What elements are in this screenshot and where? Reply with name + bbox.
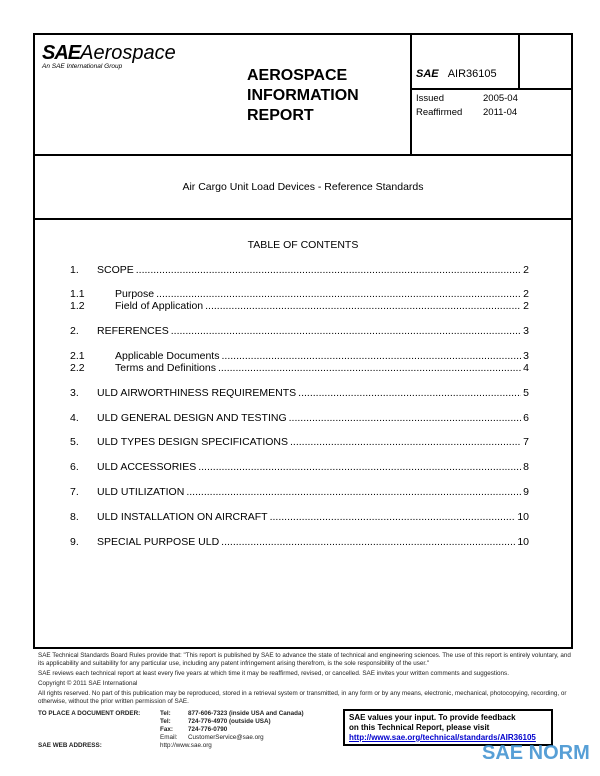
fax: 724-776-0790 xyxy=(188,726,228,733)
footer-rules: SAE Technical Standards Board Rules provide that: "This report is published by SAE to advance the state of technical and engineering sciences. The use of this report is entirely voluntary, and its applicability and suitability for any particular use, including any patent infringement arising therefrom, is the sole responsibility of the user." xyxy=(38,652,571,667)
toc-leader xyxy=(156,288,521,300)
toc-label: REFERENCES xyxy=(97,325,169,337)
toc-label: Applicable Documents xyxy=(115,350,220,362)
toc-leader xyxy=(171,325,521,337)
logo-sub: Aerospace xyxy=(80,42,176,64)
toc-number: 1.2 xyxy=(70,300,85,312)
toc-page: 6 xyxy=(523,412,529,424)
toc-leader xyxy=(218,362,521,374)
toc-page: 3 xyxy=(523,350,529,362)
tel-2: 724-776-4970 (outside USA) xyxy=(188,718,271,725)
web-address[interactable]: http://www.sae.org xyxy=(160,742,212,749)
logo-main: SAE xyxy=(42,42,81,64)
toc-number: 1. xyxy=(70,264,79,276)
toc-label: Terms and Definitions xyxy=(115,362,216,374)
toc-heading: TABLE OF CONTENTS xyxy=(247,239,359,251)
toc-number: 2.2 xyxy=(70,362,85,374)
toc-entry[interactable] xyxy=(70,300,529,313)
toc-page: 3 xyxy=(523,325,529,337)
sae-mark: SAE xyxy=(416,68,439,80)
reaffirmed-label: Reaffirmed xyxy=(416,107,463,118)
divider xyxy=(518,33,520,89)
toc-number: 8. xyxy=(70,511,79,523)
toc-label: ULD ACCESSORIES xyxy=(97,461,197,473)
divider xyxy=(33,218,573,220)
toc-leader xyxy=(198,461,521,473)
issued-date: 2005-04 xyxy=(483,93,518,104)
toc-label: ULD INSTALLATION ON AIRCRAFT xyxy=(97,511,268,523)
footer-copyright: Copyright © 2011 SAE International xyxy=(38,680,138,687)
footer xyxy=(38,652,573,706)
toc-label: ULD UTILIZATION xyxy=(97,486,185,498)
toc-number: 5. xyxy=(70,436,79,448)
fax-label: Fax: xyxy=(160,726,173,733)
toc-entry[interactable] xyxy=(70,412,529,425)
toc-label: Purpose xyxy=(115,288,155,300)
toc-page: 2 xyxy=(523,264,529,276)
toc-leader xyxy=(221,536,515,548)
tel-label: Tel: xyxy=(160,710,171,717)
toc-leader xyxy=(186,486,521,498)
toc-page: 4 xyxy=(523,362,529,374)
doc-type-line: REPORT xyxy=(247,107,314,124)
toc-leader xyxy=(136,264,521,276)
toc-entry[interactable] xyxy=(70,362,529,375)
toc-number: 4. xyxy=(70,412,79,424)
toc-entry[interactable] xyxy=(70,264,529,277)
feedback-text: SAE values your input. To provide feedback xyxy=(349,713,516,722)
toc-number: 3. xyxy=(70,387,79,399)
toc-label: Field of Application xyxy=(115,300,204,312)
toc-number: 6. xyxy=(70,461,79,473)
toc-page: 2 xyxy=(523,300,529,312)
toc-label: ULD TYPES DESIGN SPECIFICATIONS xyxy=(97,436,288,448)
toc-label: SPECIAL PURPOSE ULD xyxy=(97,536,220,548)
tel-label: Tel: xyxy=(160,718,171,725)
doc-type-line: AEROSPACE xyxy=(247,67,348,84)
footer-review: SAE reviews each technical report at least every five years at which time it may be reaffirmed, revised, or cancelled. SAE invites your written comments and suggestions. xyxy=(38,670,509,677)
dates xyxy=(416,92,518,120)
web-label: SAE WEB ADDRESS: xyxy=(38,742,102,749)
document-number xyxy=(416,68,497,80)
document-type xyxy=(247,66,359,126)
toc-page: 2 xyxy=(523,288,529,300)
tel-1: 877-606-7323 (inside USA and Canada) xyxy=(188,710,304,717)
toc-number: 9. xyxy=(70,536,79,548)
toc-entry[interactable] xyxy=(70,325,529,338)
toc-leader xyxy=(289,412,522,424)
feedback-text: on this Technical Report, please visit xyxy=(349,723,490,732)
footer-rights: All rights reserved. No part of this publication may be reproduced, stored in a retrieval system or transmitted, in any form or by any means, electronic, mechanical, photocopying, recording, or otherwise, without the prior written permission of SAE. xyxy=(38,690,567,705)
toc-leader xyxy=(270,511,516,523)
toc-entry[interactable] xyxy=(70,436,529,449)
toc-entry[interactable] xyxy=(70,486,529,499)
toc-entry[interactable] xyxy=(70,387,529,400)
order-label: TO PLACE A DOCUMENT ORDER: xyxy=(38,710,141,717)
toc-entry[interactable] xyxy=(70,461,529,474)
toc-entry[interactable] xyxy=(70,511,529,524)
reaffirmed-date: 2011-04 xyxy=(483,107,518,118)
sae-aerospace-logo xyxy=(42,42,176,70)
toc-label: ULD GENERAL DESIGN AND TESTING xyxy=(97,412,287,424)
toc-page: 7 xyxy=(523,436,529,448)
divider xyxy=(410,33,412,155)
feedback-box xyxy=(343,709,553,746)
toc-number: 7. xyxy=(70,486,79,498)
divider xyxy=(410,88,573,90)
feedback-link[interactable]: http://www.sae.org/technical/standards/AIR36105 xyxy=(349,733,536,742)
toc-page: 8 xyxy=(523,461,529,473)
toc-page: 10 xyxy=(517,511,529,523)
toc-label: SCOPE xyxy=(97,264,134,276)
toc-number: 1.1 xyxy=(70,288,85,300)
toc-leader xyxy=(205,300,521,312)
contact-info xyxy=(160,710,304,750)
toc-label: ULD AIRWORTHINESS REQUIREMENTS xyxy=(97,387,297,399)
toc-number: 2. xyxy=(70,325,79,337)
toc-number: 2.1 xyxy=(70,350,85,362)
toc-leader xyxy=(298,387,521,399)
issued-label: Issued xyxy=(416,93,444,104)
email[interactable]: CustomerService@sae.org xyxy=(188,734,264,741)
doc-number: AIR36105 xyxy=(447,68,497,80)
document-title: Air Cargo Unit Load Devices - Reference Standards xyxy=(182,181,424,193)
toc-leader xyxy=(290,436,521,448)
toc-page: 5 xyxy=(523,387,529,399)
toc-leader xyxy=(221,350,521,362)
toc-page: 9 xyxy=(523,486,529,498)
doc-type-line: INFORMATION xyxy=(247,87,359,104)
divider xyxy=(33,154,573,156)
email-label: Email: xyxy=(160,734,178,741)
toc-entry[interactable] xyxy=(70,536,529,549)
logo-tagline: An SAE International Group xyxy=(42,63,123,70)
sae-norm-watermark: SAE NORM xyxy=(482,742,590,764)
toc-page: 10 xyxy=(517,536,529,548)
